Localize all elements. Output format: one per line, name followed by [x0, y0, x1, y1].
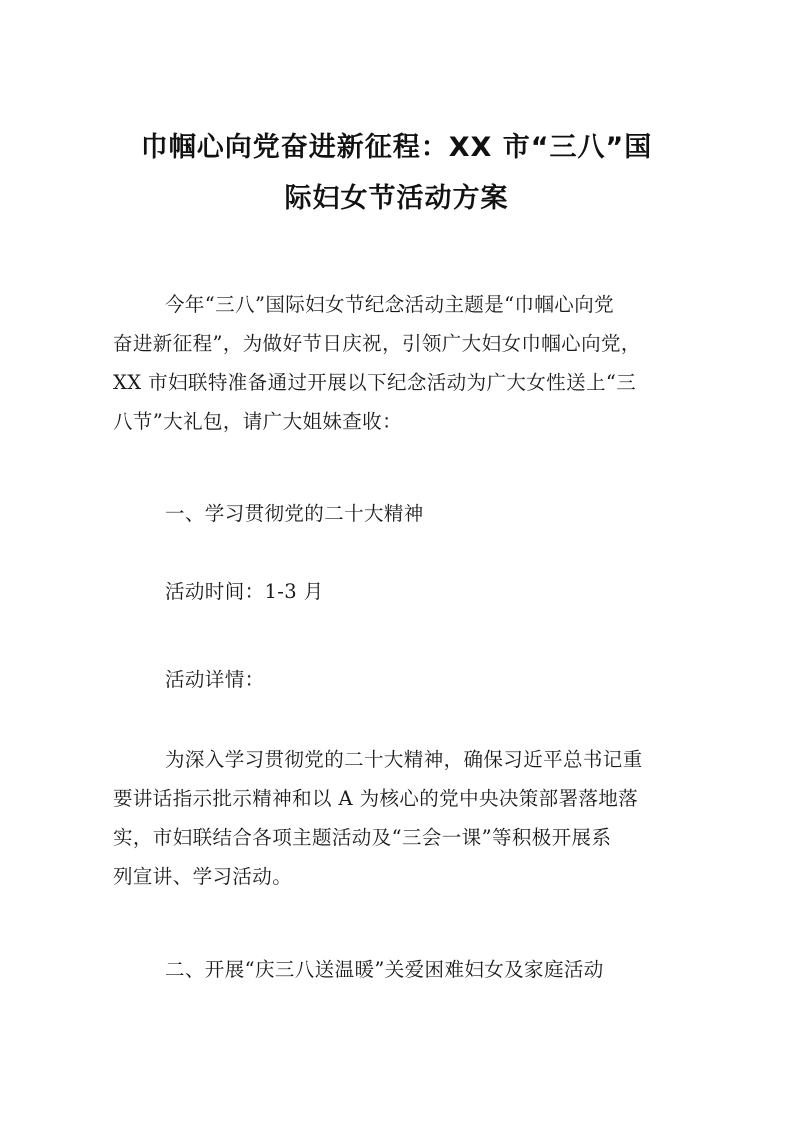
document-title — [120, 122, 673, 224]
details-line-3: 实，市妇联结合各项主题活动及“三会一课”等积极开展系 — [113, 826, 612, 849]
activity-details-label-paragraph — [113, 660, 685, 699]
intro-line-3: XX 市妇联特准备通过开展以下纪念活动为广大女性送上“三 — [113, 371, 637, 394]
intro-paragraph — [113, 285, 685, 441]
section-1-heading-paragraph — [113, 494, 685, 533]
intro-line-2: 奋进新征程”，为做好节日庆祝，引领广大妇女巾帼心向党， — [113, 332, 641, 355]
details-paragraph — [113, 740, 685, 896]
activity-time-paragraph — [113, 572, 685, 611]
intro-line-4: 八节”大礼包，请广大姐妹查收： — [113, 410, 402, 433]
section-2-heading-paragraph — [113, 950, 685, 989]
details-line-1: 为深入学习贯彻党的二十大精神，确保习近平总书记重 — [165, 748, 643, 771]
activity-time: 活动时间：1-3 月 — [165, 580, 324, 603]
intro-line-1: 今年“三八”国际妇女节纪念活动主题是“巾帼心向党 — [165, 293, 615, 316]
section-1-heading: 一、学习贯彻党的二十大精神 — [165, 502, 424, 525]
details-line-2: 要讲话指示批示精神和以 A 为核心的党中央决策部署落地落 — [113, 787, 639, 810]
details-line-4: 列宣讲、学习活动。 — [113, 865, 293, 888]
title-line-1: 巾帼心向党奋进新征程：XX 市“三八”国 — [140, 132, 653, 163]
title-line-2: 际妇女节活动方案 — [284, 183, 509, 214]
section-2-heading: 二、开展“庆三八送温暖”关爱困难妇女及家庭活动 — [165, 958, 604, 981]
activity-details-label: 活动详情： — [165, 668, 265, 691]
